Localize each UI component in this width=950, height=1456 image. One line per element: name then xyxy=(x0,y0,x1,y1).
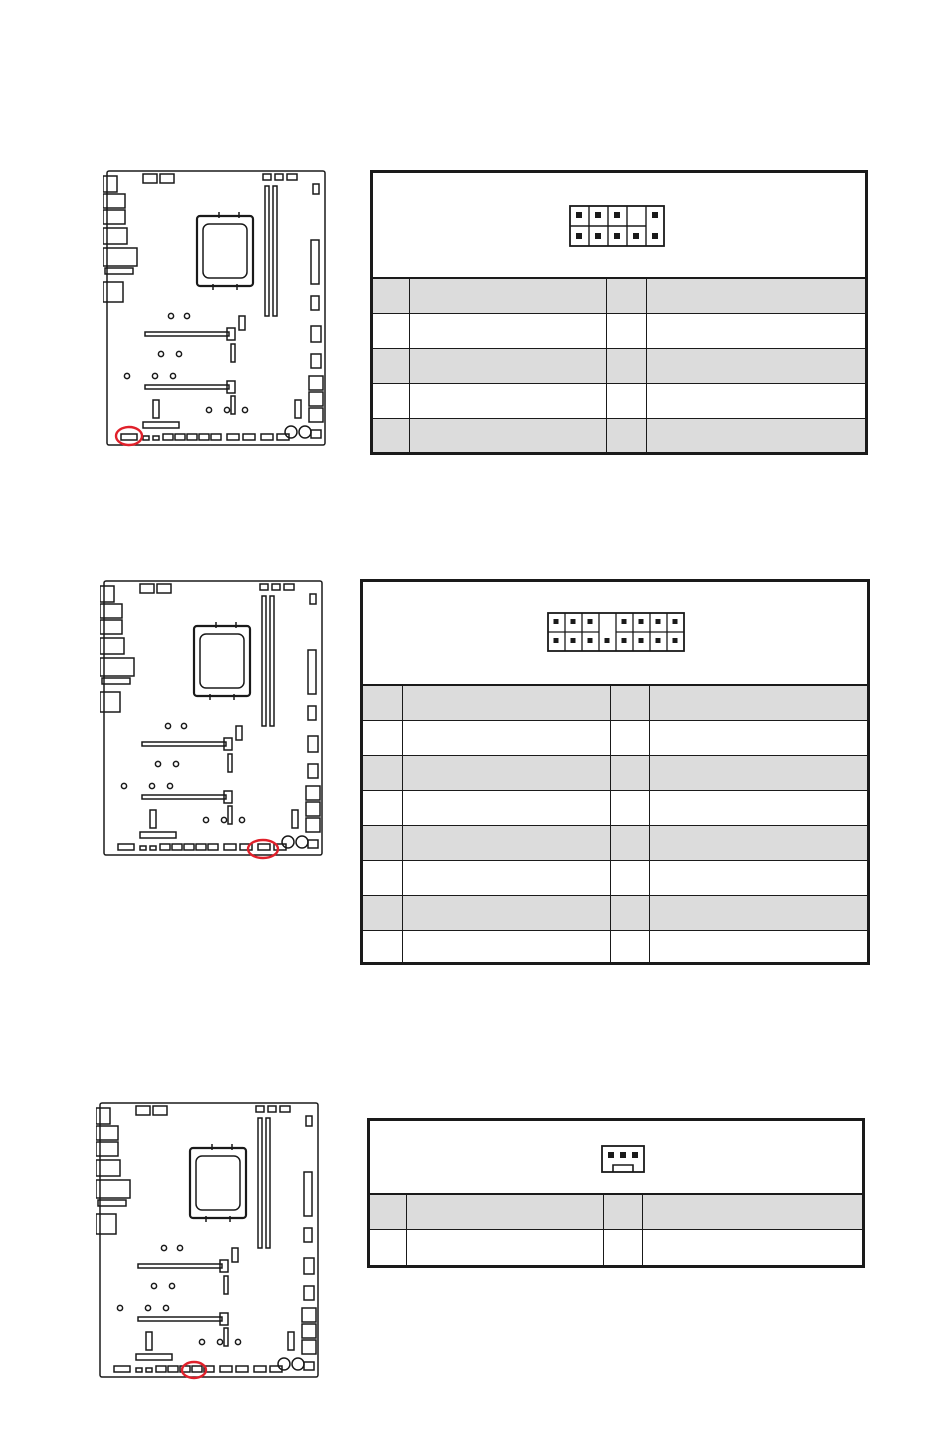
motherboard-outline xyxy=(96,1100,322,1382)
table-row xyxy=(363,931,867,964)
table-row xyxy=(363,686,867,721)
table-row xyxy=(373,279,865,314)
motherboard-diagram-1 xyxy=(103,168,329,450)
table-row xyxy=(363,896,867,931)
connector-icon xyxy=(547,612,685,652)
motherboard-diagram-2 xyxy=(100,578,326,860)
connector-icon xyxy=(601,1145,645,1173)
highlight-marker xyxy=(116,427,142,445)
motherboard-outline xyxy=(103,168,329,450)
pinout-table-3 xyxy=(367,1118,865,1268)
table-row xyxy=(373,384,865,419)
table-row xyxy=(370,1230,862,1265)
pinout-table-1 xyxy=(370,170,868,455)
table-row xyxy=(363,721,867,756)
table-row xyxy=(363,756,867,791)
table-row xyxy=(363,791,867,826)
table-row xyxy=(363,826,867,861)
table-row xyxy=(373,314,865,349)
pinout-table-2 xyxy=(360,579,870,965)
table-row xyxy=(363,861,867,896)
table-row xyxy=(373,419,865,452)
connector-icon xyxy=(569,205,665,247)
table-row xyxy=(370,1195,862,1230)
motherboard-outline xyxy=(100,578,326,860)
table-row xyxy=(373,349,865,384)
connector-header-2 xyxy=(363,582,867,686)
connector-header-1 xyxy=(373,173,865,279)
connector-header-3 xyxy=(370,1121,862,1195)
motherboard-diagram-3 xyxy=(96,1100,322,1382)
